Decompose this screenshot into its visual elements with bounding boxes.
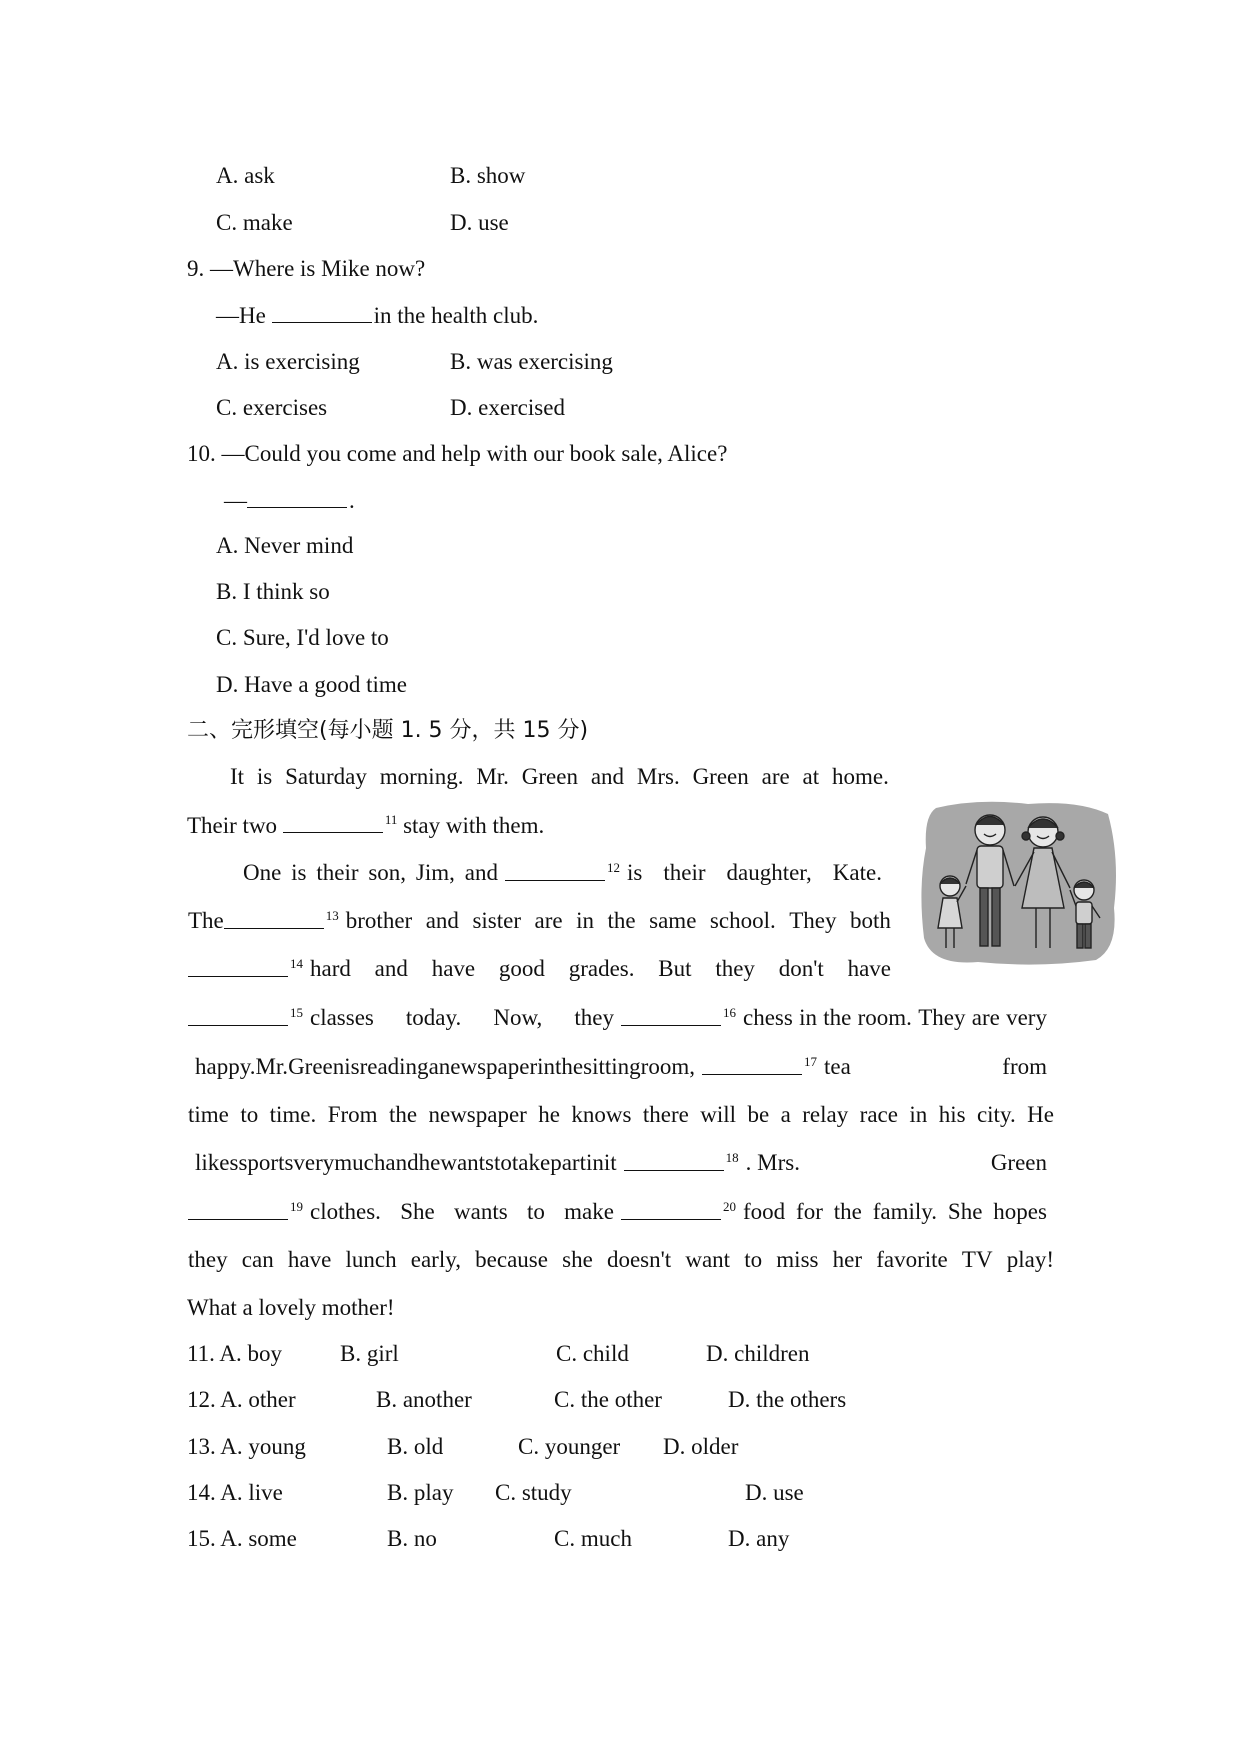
passage-word: and [590, 764, 625, 789]
passage-word: play! [1006, 1247, 1054, 1272]
answer-blank[interactable] [224, 906, 324, 929]
passage-word: same [649, 908, 697, 933]
passage-word: wants [454, 1199, 508, 1224]
blank-number: 13 [325, 908, 339, 923]
q8-option-b: B. show [450, 163, 526, 188]
passage-word: and [464, 860, 498, 885]
passage-word: the [555, 1054, 584, 1079]
passage-word: she [562, 1247, 593, 1272]
passage-line-7 [188, 1052, 1054, 1083]
blank-number: 15 [290, 1005, 303, 1020]
passage-word: TV [961, 1247, 993, 1272]
passage-word: part [550, 1150, 586, 1175]
passage-word: newspaper [438, 1054, 538, 1079]
passage-word: both [850, 908, 891, 933]
passage-line-1 [230, 762, 889, 792]
passage-word: the [388, 1102, 418, 1127]
answer-blank[interactable] [621, 1003, 721, 1026]
passage-word: for [796, 1199, 823, 1224]
answer-blank[interactable] [188, 1003, 288, 1026]
blank-number: 20 [723, 1199, 736, 1214]
passage-word: race [859, 1102, 898, 1127]
passage-word: Kate. [832, 860, 882, 885]
passage-word: it [603, 1150, 617, 1175]
passage-line-6 [188, 1003, 1054, 1034]
passage-word: very [1006, 1005, 1047, 1030]
passage-word: can [241, 1247, 274, 1272]
passage-word: Mr. [476, 764, 509, 789]
passage-word: today. [405, 1005, 462, 1030]
blank-number: 12 [607, 860, 620, 875]
blank-group [505, 858, 620, 889]
passage-word: Green [692, 764, 749, 789]
passage-word: much [334, 1150, 386, 1175]
blank-group [188, 1197, 303, 1228]
q9-options-row-1 [0, 347, 1240, 377]
passage-line-11 [188, 1245, 1054, 1275]
passage-word: hard [310, 956, 351, 981]
passage-word: They [918, 1005, 966, 1030]
passage-word: happy. [195, 1054, 256, 1079]
option-d: D. older [663, 1434, 739, 1459]
words-group [243, 858, 498, 889]
passage-word: brother [345, 908, 413, 933]
passage-word: in [909, 1102, 928, 1127]
answer-blank[interactable] [505, 858, 605, 881]
passage-word: the [607, 908, 636, 933]
q9-reply [216, 300, 538, 331]
passage-word: because [475, 1247, 548, 1272]
blank-group [188, 954, 303, 985]
passage-word: their [663, 860, 706, 885]
option-a: 11. A. boy [187, 1341, 282, 1366]
blank-number: 19 [290, 1199, 303, 1214]
passage-word: morning. [379, 764, 464, 789]
passage-word: sports [238, 1150, 294, 1175]
passage-word: reading [359, 1054, 429, 1079]
q10-reply-pre: — [224, 488, 247, 513]
cloze-options-14 [0, 1478, 1240, 1508]
option-c: C. study [495, 1480, 572, 1505]
passage-word: She [947, 1199, 983, 1224]
words-group [743, 1197, 1047, 1228]
answer-blank[interactable] [624, 1148, 724, 1171]
option-b: B. old [387, 1434, 444, 1459]
passage-word: they [574, 1005, 614, 1030]
passage-word: to [240, 1102, 259, 1127]
passage-word: his [938, 1102, 966, 1127]
passage-word: room. [857, 1005, 912, 1030]
option-c: C. the other [554, 1387, 662, 1412]
passage-word: to [526, 1199, 545, 1224]
option-b: B. no [387, 1526, 437, 1551]
passage-word: wants [440, 1150, 494, 1175]
passage-word: they [715, 956, 755, 981]
passage-word: Green [521, 764, 578, 789]
blank-number: 14 [290, 956, 303, 971]
blank-number: 17 [803, 1054, 817, 1069]
q8-options-row-2 [0, 208, 1240, 238]
q10-option-a: A. Never mind [216, 533, 354, 558]
passage-line-10 [188, 1197, 1054, 1228]
q10-option-c: C. Sure, I'd love to [216, 625, 389, 650]
passage-word: sitting [583, 1054, 641, 1079]
q8-options-row-1 [0, 161, 1240, 191]
passage-word: have [287, 1247, 332, 1272]
passage-word: From [327, 1102, 378, 1127]
option-b: B. play [387, 1480, 454, 1505]
passage-word: daughter, [726, 860, 812, 885]
passage-line-9 [188, 1148, 1054, 1179]
answer-blank[interactable] [283, 810, 383, 833]
passage-word: are [971, 1005, 1000, 1030]
passage-word: city. [976, 1102, 1016, 1127]
passage-word: make [564, 1199, 614, 1224]
blank-group [621, 1197, 736, 1228]
passage-word: Mrs. [636, 764, 680, 789]
section-heading: 二、完形填空(每小题 1. 5 分，共 15 分) [187, 718, 589, 743]
passage-word: to [744, 1247, 763, 1272]
passage-word: lunch [345, 1247, 397, 1272]
option-d: D. children [706, 1341, 810, 1366]
answer-blank[interactable] [621, 1197, 721, 1220]
passage-word: have [431, 956, 476, 981]
passage-word: from [1002, 1054, 1047, 1079]
passage-word: They [789, 908, 837, 933]
passage-line-2 [187, 810, 544, 841]
passage-word: . Mrs. [745, 1150, 800, 1175]
blank-number: 11 [384, 812, 398, 827]
passage-word: likes [195, 1150, 239, 1175]
passage-word: and [425, 908, 459, 933]
option-d: D. any [728, 1526, 790, 1551]
passage-word: is [291, 860, 307, 885]
option-c: C. younger [518, 1434, 621, 1459]
q8-option-a: A. ask [216, 163, 275, 188]
passage-text: Their two [187, 813, 283, 838]
words-group [310, 954, 891, 985]
passage-word: Mr. [255, 1054, 289, 1079]
family-illustration [918, 798, 1120, 966]
blank-group [224, 906, 339, 937]
passage-word: newspaper [428, 1102, 527, 1127]
q10-reply-post: . [349, 488, 355, 513]
q10-reply [224, 485, 355, 516]
passage-word: Now, [493, 1005, 543, 1030]
words-group [310, 1003, 614, 1034]
q8-option-c: C. make [216, 210, 293, 235]
q9-reply-pre: —He [216, 303, 272, 328]
passage-word: in [585, 1150, 604, 1175]
option-b: B. girl [340, 1341, 399, 1366]
passage-word: to [494, 1150, 512, 1175]
cloze-options-11 [0, 1339, 1240, 1369]
blank-group [624, 1148, 739, 1179]
passage-word: son, [368, 860, 407, 885]
passage-word: want [685, 1247, 731, 1272]
passage-word: She [400, 1199, 435, 1224]
q10-option-d: D. Have a good time [216, 672, 407, 697]
passage-word: grades. [568, 956, 635, 981]
answer-blank[interactable] [247, 485, 347, 508]
option-d: D. use [745, 1480, 804, 1505]
q9-option-a: A. is exercising [216, 349, 360, 374]
passage-word: home. [832, 764, 889, 789]
option-c: C. much [554, 1526, 632, 1551]
passage-line-5 [188, 954, 898, 985]
passage-word: in [799, 1005, 817, 1030]
passage-word: he [538, 1102, 560, 1127]
passage-word: will [700, 1102, 737, 1127]
q9-reply-post: in the health club. [373, 303, 539, 328]
passage-word: Saturday [285, 764, 367, 789]
passage-word: and [374, 956, 408, 981]
passage-word: time [188, 1102, 229, 1127]
passage-word: have [847, 956, 891, 981]
passage-word: are [534, 908, 563, 933]
words-group [824, 1052, 1047, 1083]
passage-word: there [642, 1102, 689, 1127]
passage-word: take [511, 1150, 551, 1175]
words-group [195, 1052, 695, 1083]
passage-word: he [418, 1150, 441, 1175]
passage-word: are [761, 764, 790, 789]
passage-word: is [344, 1054, 360, 1079]
passage-word: doesn't [606, 1247, 672, 1272]
passage-word: good [498, 956, 545, 981]
passage-line-12: What a lovely mother! [187, 1295, 395, 1320]
passage-word: at [802, 764, 820, 789]
q9-question: 9. —Where is Mike now? [187, 256, 426, 281]
cloze-options-13 [0, 1432, 1240, 1462]
passage-word: Green [288, 1054, 345, 1079]
passage-word: time. [269, 1102, 317, 1127]
blank-number: 16 [723, 1005, 736, 1020]
words-group [346, 906, 891, 937]
blank-number: 18 [725, 1150, 739, 1165]
passage-word: He [1027, 1102, 1054, 1127]
words-group [195, 1148, 617, 1179]
words-group [627, 858, 882, 889]
passage-word: Green [990, 1150, 1047, 1175]
cloze-options-15 [0, 1524, 1240, 1554]
option-a: 12. A. other [187, 1387, 296, 1412]
q8-option-d: D. use [450, 210, 509, 235]
passage-word: early, [410, 1247, 461, 1272]
passage-word: school. [709, 908, 776, 933]
passage-word: sister [472, 908, 521, 933]
q9-option-c: C. exercises [216, 395, 328, 420]
q9-option-d: D. exercised [450, 395, 565, 420]
passage-word: One [243, 860, 282, 885]
words-group [310, 1197, 614, 1228]
passage-word: is [627, 860, 643, 885]
answer-blank[interactable] [272, 300, 372, 323]
passage-word: their [316, 860, 359, 885]
passage-word: The [188, 908, 224, 933]
passage-word: in [576, 908, 594, 933]
passage-word: a [780, 1102, 791, 1127]
passage-word: the [823, 1005, 852, 1030]
passage-word: in [537, 1054, 556, 1079]
passage-word: the [833, 1199, 862, 1224]
passage-word: her [832, 1247, 863, 1272]
passage-text: stay with them. [397, 813, 545, 838]
passage-word: is [256, 764, 273, 789]
option-c: C. child [556, 1341, 629, 1366]
passage-word: tea [823, 1054, 851, 1079]
passage-word: It [230, 764, 245, 789]
passage-line-4 [188, 906, 898, 937]
passage-word: miss [776, 1247, 819, 1272]
answer-blank[interactable] [702, 1052, 802, 1075]
q10-option-b: B. I think so [216, 579, 330, 604]
option-a: 15. A. some [187, 1526, 297, 1551]
passage-word: clothes. [310, 1199, 381, 1224]
passage-word: relay [802, 1102, 849, 1127]
option-d: D. the others [728, 1387, 847, 1412]
passage-word: a [428, 1054, 439, 1079]
option-a: 14. A. live [187, 1480, 283, 1505]
passage-word: they [188, 1247, 228, 1272]
answer-blank[interactable] [188, 1197, 288, 1220]
option-b: B. another [376, 1387, 472, 1412]
blank-group [702, 1052, 817, 1083]
q10-question: 10. —Could you come and help with our book sale, Alice? [187, 441, 728, 466]
passage-word: very [293, 1150, 335, 1175]
blank-group [621, 1003, 736, 1034]
q9-option-b: B. was exercising [450, 349, 613, 374]
passage-word: chess [743, 1005, 793, 1030]
cloze-options-12 [0, 1385, 1240, 1415]
passage-word: classes [310, 1005, 374, 1030]
words-group [746, 1148, 1047, 1179]
blank-group [188, 1003, 303, 1034]
answer-blank[interactable] [188, 954, 288, 977]
q9-options-row-2 [0, 393, 1240, 423]
passage-word: Jim, [415, 860, 455, 885]
passage-word: room, [640, 1054, 695, 1079]
passage-word: favorite [876, 1247, 948, 1272]
passage-word: family. [872, 1199, 938, 1224]
passage-word: and [385, 1150, 419, 1175]
passage-line-3 [236, 858, 889, 889]
passage-word: don't [778, 956, 824, 981]
passage-word: be [747, 1102, 770, 1127]
passage-word: knows [571, 1102, 632, 1127]
passage-word: hopes [993, 1199, 1047, 1224]
passage-word: But [658, 956, 692, 981]
words-group [743, 1003, 1047, 1034]
passage-word: food [743, 1199, 786, 1224]
option-a: 13. A. young [187, 1434, 306, 1459]
passage-line-8 [188, 1100, 1054, 1130]
